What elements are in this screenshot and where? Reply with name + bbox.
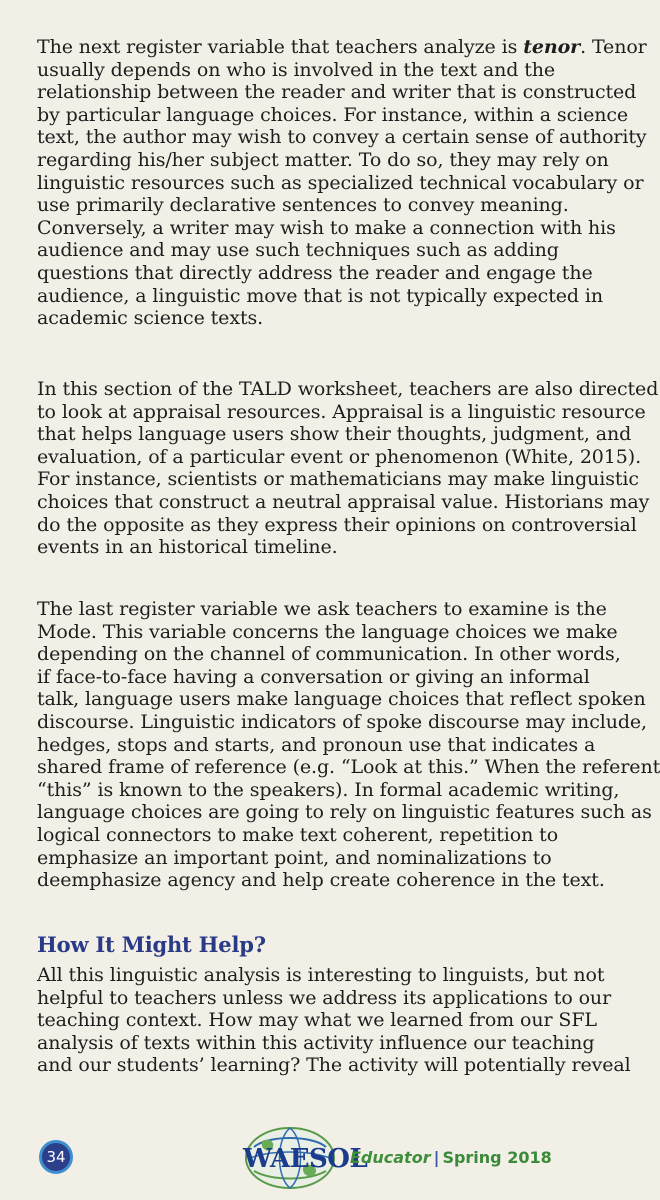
section-heading: How It Might Help? — [37, 932, 266, 957]
text-line: regarding his/her subject matter. To do so, they may rely on — [37, 148, 609, 171]
text-line: For instance, scientists or mathematicians may make linguistic — [37, 468, 639, 491]
text-line: discourse. Linguistic indicators of spoke discourse may include, — [37, 710, 647, 733]
text-line: events in an historical timeline. — [37, 536, 338, 559]
text-line: to look at appraisal resources. Appraisal is a linguistic resource — [37, 400, 646, 423]
page-number: 34 — [39, 1140, 73, 1174]
text-line: Mode. This variable concerns the language choices we make — [37, 620, 618, 643]
publication-separator: | — [433, 1148, 440, 1167]
text-line: talk, language users make language choices that reflect spoken — [37, 688, 646, 711]
text-line: and our students’ learning? The activity will potentially reveal — [37, 1054, 631, 1077]
publication-season: Spring 2018 — [442, 1148, 552, 1167]
text-line: questions that directly address the reader and engage the — [37, 261, 593, 284]
paragraph-mode — [37, 598, 660, 892]
text-line: audience, a linguistic move that is not typically expected in — [37, 284, 603, 307]
waesol-logo-text: WAESOL — [243, 1144, 368, 1174]
text-line: by particular language choices. For instance, within a science — [37, 103, 629, 126]
text-line: do the opposite as they express their opinions on controversial — [37, 513, 637, 536]
text-line: evaluation, of a particular event or phenomenon (White, 2015). — [37, 445, 642, 468]
paragraph-tenor — [37, 36, 647, 330]
text-line: “this” is known to the speakers). In formal academic writing, — [37, 778, 620, 801]
text-line: audience and may use such techniques such as adding — [37, 239, 559, 262]
page-footer — [0, 1125, 609, 1200]
term-tenor: tenor — [523, 36, 581, 58]
text-line: logical connectors to make text coherent, repetition to — [37, 823, 559, 846]
text-line: The next register variable that teachers analyze is tenor. Tenor — [37, 36, 647, 58]
text-line: academic science texts. — [37, 307, 264, 330]
text-line: choices that construct a neutral appraisal value. Historians may — [37, 490, 650, 513]
text-line: helpful to teachers unless we address its applications to our — [37, 986, 612, 1009]
text-line: emphasize an important point, and nominalizations to — [37, 846, 552, 869]
text-line: In this section of the TALD worksheet, teachers are also directed — [37, 378, 659, 400]
paragraph-how-it-might-help — [37, 964, 631, 1077]
text-line: relationship between the reader and writer that is constructed — [37, 81, 637, 104]
text-line: hedges, stops and starts, and pronoun use that indicates a — [37, 733, 596, 756]
text-line: The last register variable we ask teachers to examine is the — [37, 598, 607, 620]
text-line: text, the author may wish to convey a certain sense of authority — [37, 126, 647, 149]
text-line: All this linguistic analysis is interesting to linguists, but not — [37, 964, 605, 986]
paragraph-appraisal — [37, 378, 659, 559]
text-line: usually depends on who is involved in the text and the — [37, 58, 556, 81]
text-line: shared frame of reference (e.g. “Look at this.” When the referent — [37, 756, 660, 779]
text-line: deemphasize agency and help create coherence in the text. — [37, 869, 605, 892]
text-line: use primarily declarative sentences to convey meaning. — [37, 194, 569, 217]
publication-name: Educator — [350, 1148, 431, 1167]
text-line: Conversely, a writer may wish to make a connection with his — [37, 216, 616, 239]
text-line: if face-to-face having a conversation or giving an informal — [37, 665, 590, 688]
text-line: that helps language users show their thoughts, judgment, and — [37, 423, 632, 446]
text-line: teaching context. How may what we learned from our SFL — [37, 1009, 597, 1032]
publication-info — [350, 1148, 552, 1167]
text-line: language choices are going to rely on linguistic features such as — [37, 801, 652, 824]
text-line: linguistic resources such as specialized technical vocabulary or — [37, 171, 644, 194]
text-line: depending on the channel of communication. In other words, — [37, 643, 621, 666]
text-line: analysis of texts within this activity influence our teaching — [37, 1031, 595, 1054]
